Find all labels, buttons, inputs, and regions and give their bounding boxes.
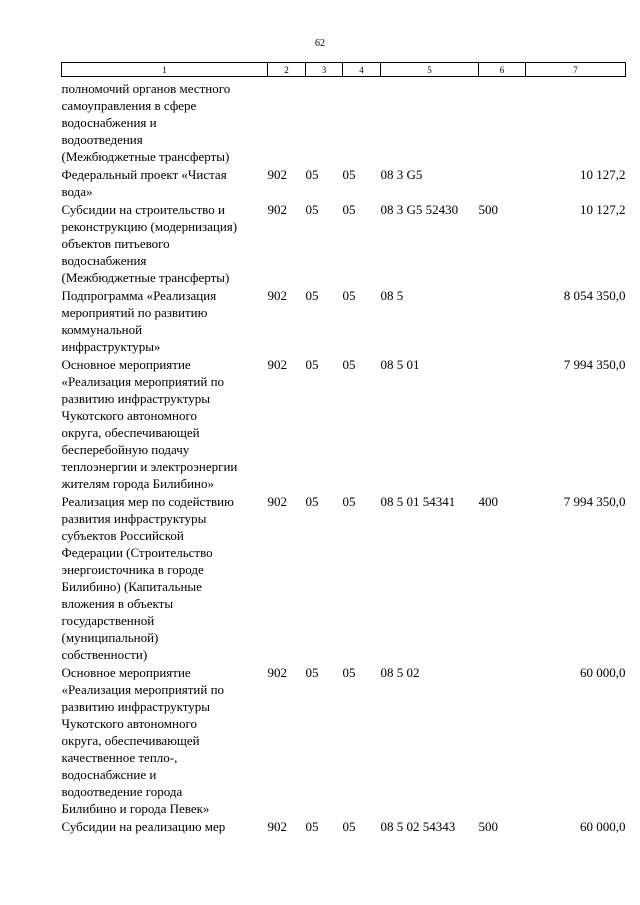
table-row [62, 664, 626, 818]
cell-amount: 60 000,0 [580, 819, 626, 834]
cell-section: 05 [305, 202, 319, 217]
cell-target-article: 08 3 G5 [380, 167, 423, 182]
cell-amount: 10 127,2 [580, 167, 626, 182]
column-header-1: 1 [62, 63, 268, 77]
cell-expense-type [479, 287, 526, 356]
cell-amount: 8 054 350,0 [563, 288, 626, 303]
cell-expense-type: 500 [478, 819, 498, 834]
row-name: Основное мероприятие «Реализация мероприятий по развитию инфраструктуры Чукотского автономного округа, обеспечивающей бесперебойную подачу теплоэнергии и электроэнергии жителям города Билибино» [61, 357, 238, 491]
row-name: Основное мероприятие «Реализация мероприятий по развитию инфраструктуры Чукотского автономного округа, обеспечивающей качественное тепло-, водоснабжсние и водоотведение города Билибино и города Певек» [61, 665, 225, 816]
cell-expense-type [479, 166, 526, 201]
cell-section: 05 [305, 819, 319, 834]
page-number: 62 [315, 38, 325, 49]
row-name: полномочий органов местного самоуправления в сфере водоснабжения и водоотведения (Межбюджетные трансферты) [61, 81, 231, 164]
table-row [62, 166, 626, 201]
row-name: Подпрограмма «Реализация мероприятий по развитию коммунальной инфраструктуры» [61, 288, 217, 354]
cell-section: 05 [305, 357, 319, 372]
cell-section: 05 [305, 167, 319, 182]
cell-target-article: 08 3 G5 52430 [380, 202, 459, 217]
cell-subsection: 05 [342, 167, 356, 182]
cell-target-article [381, 77, 479, 167]
cell-expense-type: 500 [478, 202, 498, 217]
table-row [62, 201, 626, 287]
cell-ministry-code: 902 [267, 167, 287, 182]
budget-table [61, 62, 626, 836]
cell-expense-type [479, 77, 526, 167]
row-name: Реализация мер по содействию развития инфраструктуры субъектов Российской Федерации (Строительство энергоисточника в городе Билибино) (Капитальные вложения в объекты государственной (муниципальной) собственности) [61, 494, 234, 662]
cell-target-article: 08 5 01 [380, 357, 420, 372]
cell-amount: 10 127,2 [580, 202, 626, 217]
cell-expense-type [479, 356, 526, 493]
cell-amount: 7 994 350,0 [563, 494, 626, 509]
cell-target-article: 08 5 02 [380, 665, 420, 680]
cell-amount [526, 77, 626, 167]
cell-ministry-code: 902 [267, 494, 287, 509]
row-name: Федеральный проект «Чистая вода» [61, 167, 227, 199]
cell-section: 05 [305, 288, 319, 303]
cell-subsection: 05 [342, 494, 356, 509]
table-row [62, 77, 626, 167]
column-header-2: 2 [268, 63, 306, 77]
column-header-6: 6 [479, 63, 526, 77]
column-number-header [62, 63, 626, 77]
cell-section: 05 [305, 494, 319, 509]
cell-expense-type [479, 664, 526, 818]
table-row [62, 356, 626, 493]
row-name: Субсидии на строительство и реконструкцию (модернизация) объектов питьевого водоснабжения (Межбюджетные трансферты) [61, 202, 238, 285]
cell-section [306, 77, 343, 167]
cell-expense-type: 400 [478, 494, 498, 509]
cell-ministry-code [268, 77, 306, 167]
cell-ministry-code: 902 [267, 288, 287, 303]
cell-section: 05 [305, 665, 319, 680]
table-row [62, 818, 626, 836]
cell-subsection: 05 [342, 819, 356, 834]
cell-target-article: 08 5 02 54343 [380, 819, 456, 834]
cell-ministry-code: 902 [267, 665, 287, 680]
table-row [62, 287, 626, 356]
cell-ministry-code: 902 [267, 357, 287, 372]
cell-subsection: 05 [342, 665, 356, 680]
cell-target-article: 08 5 [380, 288, 404, 303]
column-header-7: 7 [526, 63, 626, 77]
cell-ministry-code: 902 [267, 819, 287, 834]
row-name: Субсидии на реализацию мер [61, 819, 226, 834]
cell-subsection [343, 77, 381, 167]
column-header-5: 5 [381, 63, 479, 77]
cell-amount: 7 994 350,0 [563, 357, 626, 372]
cell-subsection: 05 [342, 288, 356, 303]
column-header-3: 3 [306, 63, 343, 77]
table-row [62, 493, 626, 664]
column-header-4: 4 [343, 63, 381, 77]
cell-subsection: 05 [342, 357, 356, 372]
cell-ministry-code: 902 [267, 202, 287, 217]
cell-subsection: 05 [342, 202, 356, 217]
cell-amount: 60 000,0 [580, 665, 626, 680]
cell-target-article: 08 5 01 54341 [380, 494, 456, 509]
